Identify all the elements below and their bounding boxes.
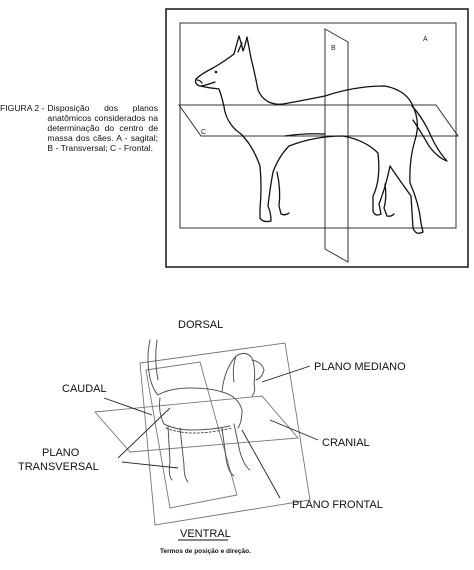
label-caudal: CAUDAL bbox=[62, 383, 107, 395]
dog-sketch bbox=[148, 340, 264, 482]
anatomical-planes-figure bbox=[165, 8, 470, 270]
leader-cranial bbox=[270, 420, 318, 440]
label-dorsal: DORSAL bbox=[178, 319, 224, 331]
frontal-plane bbox=[179, 105, 458, 136]
label-plano-mediano: PLANO MEDIANO bbox=[314, 361, 406, 373]
dog-eye bbox=[215, 71, 218, 74]
transverse-plane bbox=[325, 29, 348, 262]
caption-label: FIGURA 2 - bbox=[0, 103, 45, 113]
leader-caudal bbox=[104, 398, 152, 415]
plane-label-b: B bbox=[331, 45, 336, 52]
leader-plano-mediano bbox=[262, 366, 310, 382]
plane-label-c: C bbox=[201, 129, 207, 136]
dog-outline bbox=[196, 36, 448, 233]
label-plano-transversal-1: PLANO bbox=[42, 447, 80, 459]
caption-text: Disposição dos planos anatômicos considerados na determinação do centro de massa dos cães. A - sagital; B - Transversal; C - Frontal. bbox=[47, 103, 158, 153]
frontal-plane-sketch bbox=[95, 396, 298, 452]
footer-caption: Termos de posição e direção. bbox=[160, 548, 251, 555]
label-cranial: CRANIAL bbox=[322, 437, 370, 449]
sagittal-plane bbox=[180, 23, 456, 228]
directional-terms-figure bbox=[0, 300, 474, 570]
label-plano-transversal-2: TRANSVERSAL bbox=[18, 461, 99, 473]
label-ventral: VENTRAL bbox=[180, 528, 231, 540]
plane-label-a: A bbox=[423, 36, 428, 43]
figure-caption bbox=[0, 103, 158, 153]
label-plano-frontal: PLANO FRONTAL bbox=[292, 499, 383, 511]
